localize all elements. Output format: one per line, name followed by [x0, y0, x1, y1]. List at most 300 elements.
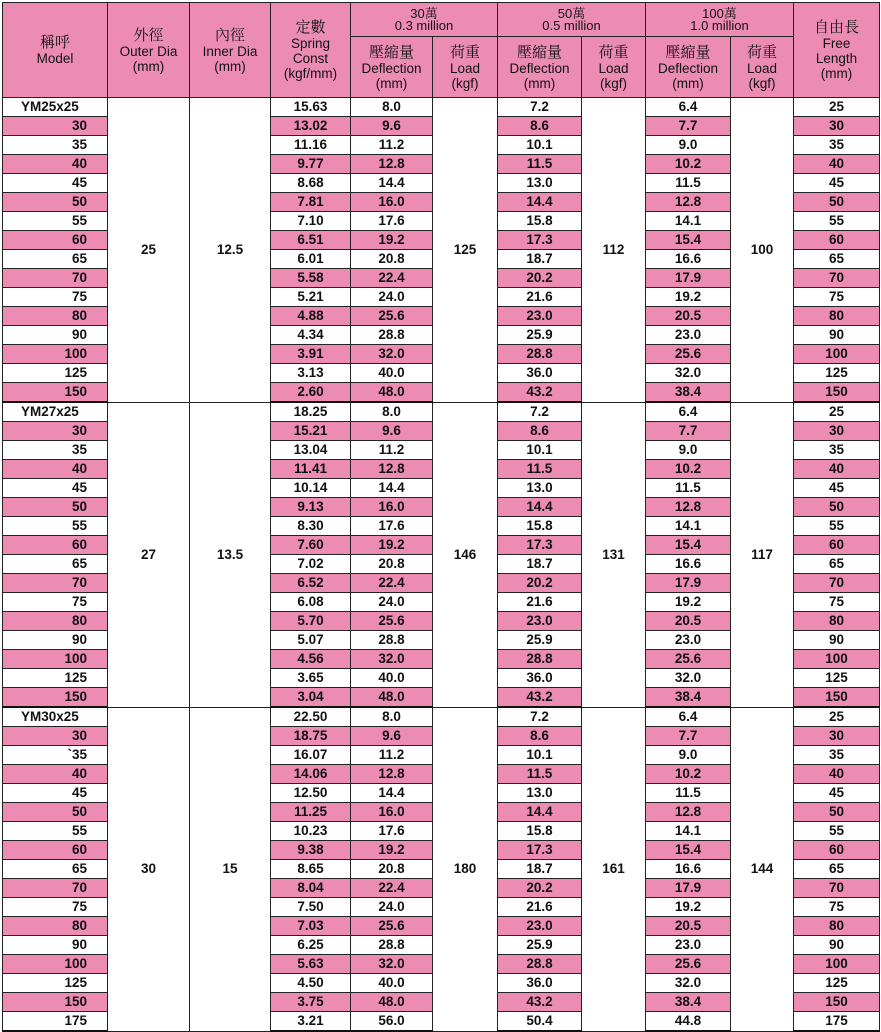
- deflection-50-cell: 11.5: [498, 460, 582, 479]
- deflection-30-cell: 8.0: [351, 707, 433, 727]
- deflection-50-cell: 8.6: [498, 727, 582, 746]
- deflection-100-cell: 32.0: [646, 364, 731, 383]
- deflection-100-cell: 11.5: [646, 174, 731, 193]
- free-length-cell: 175: [794, 1012, 880, 1032]
- model-cell: 40: [3, 155, 108, 174]
- free-length-cell: 65: [794, 250, 880, 269]
- free-length-cell: 40: [794, 765, 880, 784]
- deflection-30-cell: 17.6: [351, 517, 433, 536]
- free-length-cell: 25: [794, 707, 880, 727]
- inner-dia-cell: 15: [190, 707, 271, 1031]
- deflection-50-cell: 7.2: [498, 707, 582, 727]
- model-cell: 125: [3, 669, 108, 688]
- deflection-50-cell: 11.5: [498, 155, 582, 174]
- deflection-100-cell: 14.1: [646, 212, 731, 231]
- deflection-50-cell: 43.2: [498, 993, 582, 1012]
- free-length-cell: 60: [794, 841, 880, 860]
- model-cell: 70: [3, 269, 108, 288]
- load-30-cell: 180: [433, 707, 498, 1031]
- model-cell: 45: [3, 479, 108, 498]
- deflection-30-cell: 40.0: [351, 364, 433, 383]
- spring-const-cell: 7.50: [271, 898, 351, 917]
- load-100-cell: 117: [731, 402, 794, 707]
- free-length-cell: 30: [794, 117, 880, 136]
- spring-const-cell: 5.63: [271, 955, 351, 974]
- deflection-50-cell: 8.6: [498, 117, 582, 136]
- deflection-50-cell: 14.4: [498, 498, 582, 517]
- spring-const-cell: 14.06: [271, 765, 351, 784]
- deflection-100-cell: 11.5: [646, 479, 731, 498]
- model-cell: 90: [3, 326, 108, 345]
- header-deflection-50: 壓縮量 Deflection (mm): [498, 37, 582, 98]
- model-cell: 125: [3, 364, 108, 383]
- deflection-30-cell: 32.0: [351, 955, 433, 974]
- model-cell: 50: [3, 803, 108, 822]
- free-length-cell: 35: [794, 441, 880, 460]
- model-cell: 90: [3, 631, 108, 650]
- deflection-50-cell: 28.8: [498, 650, 582, 669]
- deflection-30-cell: 12.8: [351, 460, 433, 479]
- load-50-cell: 161: [582, 707, 646, 1031]
- deflection-50-cell: 15.8: [498, 822, 582, 841]
- deflection-50-cell: 23.0: [498, 307, 582, 326]
- model-cell: 100: [3, 955, 108, 974]
- free-length-cell: 25: [794, 98, 880, 117]
- spring-const-cell: 10.14: [271, 479, 351, 498]
- model-cell: 70: [3, 879, 108, 898]
- deflection-100-cell: 15.4: [646, 841, 731, 860]
- deflection-30-cell: 22.4: [351, 879, 433, 898]
- spring-const-cell: 8.65: [271, 860, 351, 879]
- spring-const-cell: 10.23: [271, 822, 351, 841]
- model-cell: 75: [3, 593, 108, 612]
- deflection-30-cell: 28.8: [351, 631, 433, 650]
- spring-const-cell: 6.01: [271, 250, 351, 269]
- deflection-100-cell: 10.2: [646, 460, 731, 479]
- deflection-100-cell: 17.9: [646, 269, 731, 288]
- load-100-cell: 144: [731, 707, 794, 1031]
- deflection-50-cell: 18.7: [498, 250, 582, 269]
- header-life-0-5m: 50萬 0.5 million: [498, 3, 646, 37]
- deflection-100-cell: 16.6: [646, 555, 731, 574]
- deflection-30-cell: 19.2: [351, 536, 433, 555]
- deflection-50-cell: 10.1: [498, 136, 582, 155]
- deflection-100-cell: 20.5: [646, 612, 731, 631]
- spring-const-cell: 2.60: [271, 383, 351, 403]
- free-length-cell: 125: [794, 364, 880, 383]
- spring-const-cell: 18.25: [271, 402, 351, 422]
- model-cell: 100: [3, 345, 108, 364]
- free-length-cell: 80: [794, 917, 880, 936]
- free-length-cell: 30: [794, 422, 880, 441]
- deflection-100-cell: 44.8: [646, 1012, 731, 1032]
- model-cell: 30: [3, 422, 108, 441]
- free-length-cell: 150: [794, 993, 880, 1012]
- spring-const-cell: 9.38: [271, 841, 351, 860]
- free-length-cell: 150: [794, 383, 880, 403]
- table-row: [3, 98, 880, 117]
- free-length-cell: 50: [794, 193, 880, 212]
- spring-const-cell: 5.58: [271, 269, 351, 288]
- free-length-cell: 100: [794, 955, 880, 974]
- deflection-100-cell: 10.2: [646, 155, 731, 174]
- model-cell: 80: [3, 307, 108, 326]
- deflection-50-cell: 25.9: [498, 326, 582, 345]
- deflection-100-cell: 23.0: [646, 631, 731, 650]
- header-deflection-100: 壓縮量 Deflection (mm): [646, 37, 731, 98]
- spring-const-cell: 16.07: [271, 746, 351, 765]
- spring-const-cell: 4.34: [271, 326, 351, 345]
- spring-const-cell: 11.25: [271, 803, 351, 822]
- spring-const-cell: 15.21: [271, 422, 351, 441]
- table-header: [3, 3, 880, 98]
- deflection-30-cell: 16.0: [351, 803, 433, 822]
- deflection-50-cell: 36.0: [498, 669, 582, 688]
- deflection-50-cell: 20.2: [498, 269, 582, 288]
- free-length-cell: 75: [794, 288, 880, 307]
- deflection-50-cell: 21.6: [498, 288, 582, 307]
- deflection-30-cell: 24.0: [351, 593, 433, 612]
- spring-const-cell: 4.50: [271, 974, 351, 993]
- deflection-50-cell: 23.0: [498, 917, 582, 936]
- model-cell: 60: [3, 231, 108, 250]
- spring-const-cell: 3.13: [271, 364, 351, 383]
- deflection-30-cell: 14.4: [351, 479, 433, 498]
- spring-const-cell: 6.25: [271, 936, 351, 955]
- model-cell: 70: [3, 574, 108, 593]
- spring-const-cell: 4.88: [271, 307, 351, 326]
- deflection-50-cell: 36.0: [498, 364, 582, 383]
- model-cell: YM27x25: [3, 402, 108, 422]
- deflection-50-cell: 20.2: [498, 574, 582, 593]
- deflection-30-cell: 9.6: [351, 117, 433, 136]
- free-length-cell: 35: [794, 136, 880, 155]
- model-cell: `35: [3, 746, 108, 765]
- deflection-100-cell: 6.4: [646, 98, 731, 117]
- free-length-cell: 65: [794, 555, 880, 574]
- free-length-cell: 70: [794, 574, 880, 593]
- model-cell: 65: [3, 555, 108, 574]
- deflection-30-cell: 20.8: [351, 250, 433, 269]
- model-cell: 60: [3, 841, 108, 860]
- deflection-50-cell: 43.2: [498, 688, 582, 708]
- deflection-100-cell: 38.4: [646, 383, 731, 403]
- deflection-100-cell: 17.9: [646, 879, 731, 898]
- deflection-100-cell: 9.0: [646, 441, 731, 460]
- free-length-cell: 30: [794, 727, 880, 746]
- free-length-cell: 45: [794, 174, 880, 193]
- deflection-30-cell: 16.0: [351, 193, 433, 212]
- deflection-30-cell: 8.0: [351, 98, 433, 117]
- deflection-30-cell: 19.2: [351, 231, 433, 250]
- free-length-cell: 50: [794, 498, 880, 517]
- deflection-50-cell: 17.3: [498, 841, 582, 860]
- table-row: [3, 707, 880, 727]
- model-cell: 80: [3, 612, 108, 631]
- deflection-50-cell: 28.8: [498, 345, 582, 364]
- model-cell: 50: [3, 498, 108, 517]
- deflection-30-cell: 17.6: [351, 212, 433, 231]
- deflection-30-cell: 14.4: [351, 174, 433, 193]
- deflection-50-cell: 36.0: [498, 974, 582, 993]
- deflection-50-cell: 25.9: [498, 631, 582, 650]
- deflection-30-cell: 22.4: [351, 269, 433, 288]
- model-cell: YM25x25: [3, 98, 108, 117]
- load-30-cell: 125: [433, 98, 498, 403]
- model-cell: 75: [3, 288, 108, 307]
- deflection-50-cell: 17.3: [498, 231, 582, 250]
- spring-const-cell: 12.50: [271, 784, 351, 803]
- header-life-1-0m: 100萬 1.0 million: [646, 3, 794, 37]
- deflection-30-cell: 28.8: [351, 936, 433, 955]
- model-cell: 50: [3, 193, 108, 212]
- deflection-30-cell: 8.0: [351, 402, 433, 422]
- deflection-30-cell: 12.8: [351, 765, 433, 784]
- table-body: [3, 98, 880, 1032]
- deflection-100-cell: 38.4: [646, 993, 731, 1012]
- free-length-cell: 60: [794, 231, 880, 250]
- load-30-cell: 146: [433, 402, 498, 707]
- free-length-cell: 55: [794, 212, 880, 231]
- spring-const-cell: 22.50: [271, 707, 351, 727]
- outer-dia-cell: 27: [108, 402, 190, 707]
- free-length-cell: 35: [794, 746, 880, 765]
- spring-const-cell: 5.70: [271, 612, 351, 631]
- deflection-100-cell: 12.8: [646, 498, 731, 517]
- spring-const-cell: 8.68: [271, 174, 351, 193]
- deflection-50-cell: 7.2: [498, 98, 582, 117]
- load-100-cell: 100: [731, 98, 794, 403]
- deflection-100-cell: 7.7: [646, 727, 731, 746]
- free-length-cell: 60: [794, 536, 880, 555]
- deflection-30-cell: 24.0: [351, 288, 433, 307]
- spring-const-cell: 15.63: [271, 98, 351, 117]
- spring-const-cell: 7.03: [271, 917, 351, 936]
- deflection-100-cell: 15.4: [646, 536, 731, 555]
- deflection-100-cell: 25.6: [646, 650, 731, 669]
- deflection-50-cell: 15.8: [498, 517, 582, 536]
- free-length-cell: 90: [794, 936, 880, 955]
- outer-dia-cell: 25: [108, 98, 190, 403]
- spring-const-cell: 7.60: [271, 536, 351, 555]
- free-length-cell: 125: [794, 974, 880, 993]
- deflection-50-cell: 14.4: [498, 803, 582, 822]
- table-row: [3, 402, 880, 422]
- inner-dia-cell: 12.5: [190, 98, 271, 403]
- free-length-cell: 55: [794, 822, 880, 841]
- deflection-100-cell: 23.0: [646, 936, 731, 955]
- model-cell: 125: [3, 974, 108, 993]
- deflection-100-cell: 20.5: [646, 307, 731, 326]
- model-cell: 55: [3, 517, 108, 536]
- deflection-100-cell: 25.6: [646, 955, 731, 974]
- header-deflection-30: 壓縮量 Deflection (mm): [351, 37, 433, 98]
- spring-spec-table: [2, 2, 880, 1032]
- deflection-30-cell: 11.2: [351, 441, 433, 460]
- free-length-cell: 45: [794, 784, 880, 803]
- deflection-30-cell: 40.0: [351, 974, 433, 993]
- deflection-30-cell: 11.2: [351, 746, 433, 765]
- free-length-cell: 70: [794, 269, 880, 288]
- deflection-30-cell: 16.0: [351, 498, 433, 517]
- spring-const-cell: 8.30: [271, 517, 351, 536]
- spring-const-cell: 3.04: [271, 688, 351, 708]
- spring-const-cell: 18.75: [271, 727, 351, 746]
- free-length-cell: 25: [794, 402, 880, 422]
- spring-const-cell: 7.81: [271, 193, 351, 212]
- model-cell: 30: [3, 117, 108, 136]
- deflection-30-cell: 56.0: [351, 1012, 433, 1032]
- model-cell: 35: [3, 441, 108, 460]
- deflection-50-cell: 43.2: [498, 383, 582, 403]
- load-50-cell: 131: [582, 402, 646, 707]
- deflection-30-cell: 9.6: [351, 422, 433, 441]
- header-outer-dia: 外徑 Outer Dia (mm): [108, 3, 190, 98]
- deflection-50-cell: 18.7: [498, 860, 582, 879]
- model-cell: 75: [3, 898, 108, 917]
- free-length-cell: 90: [794, 326, 880, 345]
- header-load-100: 荷重 Load (kgf): [731, 37, 794, 98]
- free-length-cell: 50: [794, 803, 880, 822]
- deflection-30-cell: 32.0: [351, 345, 433, 364]
- model-cell: 35: [3, 136, 108, 155]
- header-inner-dia: 內徑 Inner Dia (mm): [190, 3, 271, 98]
- deflection-30-cell: 11.2: [351, 136, 433, 155]
- deflection-100-cell: 15.4: [646, 231, 731, 250]
- spring-const-cell: 3.65: [271, 669, 351, 688]
- deflection-50-cell: 25.9: [498, 936, 582, 955]
- deflection-100-cell: 25.6: [646, 345, 731, 364]
- spring-const-cell: 11.16: [271, 136, 351, 155]
- spring-const-cell: 13.02: [271, 117, 351, 136]
- header-spring-const: 定數 Spring Const (kgf/mm): [271, 3, 351, 98]
- deflection-30-cell: 19.2: [351, 841, 433, 860]
- free-length-cell: 100: [794, 345, 880, 364]
- header-free-length: 自由長 Free Length (mm): [794, 3, 880, 98]
- deflection-50-cell: 21.6: [498, 898, 582, 917]
- free-length-cell: 90: [794, 631, 880, 650]
- deflection-100-cell: 23.0: [646, 326, 731, 345]
- deflection-30-cell: 17.6: [351, 822, 433, 841]
- deflection-100-cell: 12.8: [646, 803, 731, 822]
- deflection-30-cell: 24.0: [351, 898, 433, 917]
- deflection-30-cell: 48.0: [351, 688, 433, 708]
- free-length-cell: 55: [794, 517, 880, 536]
- deflection-30-cell: 22.4: [351, 574, 433, 593]
- model-cell: 55: [3, 212, 108, 231]
- deflection-30-cell: 9.6: [351, 727, 433, 746]
- spring-const-cell: 5.07: [271, 631, 351, 650]
- deflection-100-cell: 12.8: [646, 193, 731, 212]
- deflection-100-cell: 6.4: [646, 707, 731, 727]
- header-life-0-3m: 30萬 0.3 million: [351, 3, 498, 37]
- model-cell: 60: [3, 536, 108, 555]
- deflection-100-cell: 14.1: [646, 517, 731, 536]
- deflection-50-cell: 18.7: [498, 555, 582, 574]
- deflection-100-cell: 17.9: [646, 574, 731, 593]
- deflection-50-cell: 13.0: [498, 479, 582, 498]
- header-load-50: 荷重 Load (kgf): [582, 37, 646, 98]
- model-cell: 150: [3, 688, 108, 708]
- spring-const-cell: 4.56: [271, 650, 351, 669]
- header-load-30: 荷重 Load (kgf): [433, 37, 498, 98]
- model-cell: 65: [3, 250, 108, 269]
- deflection-100-cell: 9.0: [646, 746, 731, 765]
- deflection-30-cell: 48.0: [351, 993, 433, 1012]
- deflection-30-cell: 32.0: [351, 650, 433, 669]
- deflection-30-cell: 14.4: [351, 784, 433, 803]
- spring-const-cell: 3.91: [271, 345, 351, 364]
- model-cell: YM30x25: [3, 707, 108, 727]
- deflection-50-cell: 13.0: [498, 174, 582, 193]
- free-length-cell: 125: [794, 669, 880, 688]
- deflection-100-cell: 16.6: [646, 250, 731, 269]
- model-cell: 45: [3, 174, 108, 193]
- deflection-30-cell: 20.8: [351, 555, 433, 574]
- deflection-50-cell: 28.8: [498, 955, 582, 974]
- spring-const-cell: 6.51: [271, 231, 351, 250]
- load-50-cell: 112: [582, 98, 646, 403]
- model-cell: 45: [3, 784, 108, 803]
- deflection-50-cell: 17.3: [498, 536, 582, 555]
- spring-const-cell: 8.04: [271, 879, 351, 898]
- deflection-50-cell: 15.8: [498, 212, 582, 231]
- free-length-cell: 150: [794, 688, 880, 708]
- spring-const-cell: 3.75: [271, 993, 351, 1012]
- deflection-100-cell: 7.7: [646, 117, 731, 136]
- deflection-30-cell: 25.6: [351, 307, 433, 326]
- deflection-30-cell: 20.8: [351, 860, 433, 879]
- free-length-cell: 75: [794, 898, 880, 917]
- deflection-50-cell: 10.1: [498, 441, 582, 460]
- free-length-cell: 70: [794, 879, 880, 898]
- spring-const-cell: 9.77: [271, 155, 351, 174]
- model-cell: 40: [3, 765, 108, 784]
- deflection-30-cell: 28.8: [351, 326, 433, 345]
- deflection-100-cell: 7.7: [646, 422, 731, 441]
- free-length-cell: 75: [794, 593, 880, 612]
- free-length-cell: 100: [794, 650, 880, 669]
- deflection-50-cell: 11.5: [498, 765, 582, 784]
- model-cell: 100: [3, 650, 108, 669]
- model-cell: 150: [3, 993, 108, 1012]
- free-length-cell: 40: [794, 155, 880, 174]
- deflection-100-cell: 9.0: [646, 136, 731, 155]
- deflection-50-cell: 14.4: [498, 193, 582, 212]
- spring-const-cell: 5.21: [271, 288, 351, 307]
- deflection-100-cell: 16.6: [646, 860, 731, 879]
- deflection-50-cell: 20.2: [498, 879, 582, 898]
- spring-const-cell: 6.52: [271, 574, 351, 593]
- spring-const-cell: 6.08: [271, 593, 351, 612]
- deflection-50-cell: 10.1: [498, 746, 582, 765]
- spring-const-cell: 11.41: [271, 460, 351, 479]
- spring-const-cell: 13.04: [271, 441, 351, 460]
- deflection-100-cell: 10.2: [646, 765, 731, 784]
- deflection-100-cell: 19.2: [646, 288, 731, 307]
- free-length-cell: 45: [794, 479, 880, 498]
- model-cell: 65: [3, 860, 108, 879]
- deflection-50-cell: 13.0: [498, 784, 582, 803]
- outer-dia-cell: 30: [108, 707, 190, 1031]
- inner-dia-cell: 13.5: [190, 402, 271, 707]
- deflection-50-cell: 23.0: [498, 612, 582, 631]
- deflection-100-cell: 20.5: [646, 917, 731, 936]
- deflection-50-cell: 21.6: [498, 593, 582, 612]
- deflection-100-cell: 32.0: [646, 669, 731, 688]
- deflection-100-cell: 38.4: [646, 688, 731, 708]
- deflection-30-cell: 40.0: [351, 669, 433, 688]
